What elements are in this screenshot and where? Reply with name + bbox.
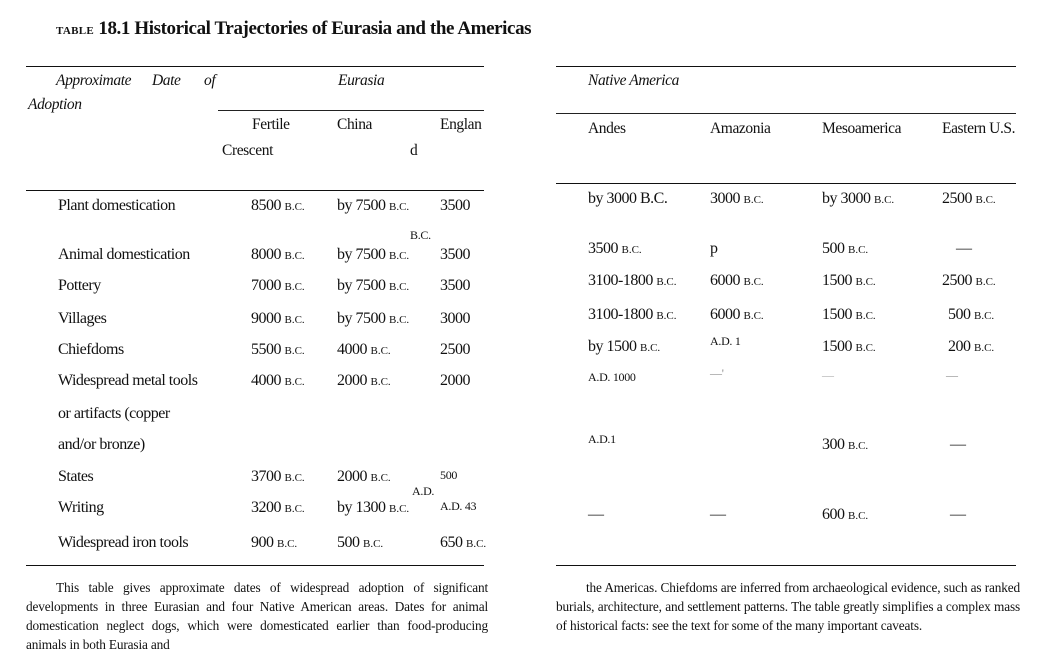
- row-label-animal: Animal domestication: [58, 246, 190, 263]
- animal-fertile-crescent: 8000 B.C.: [251, 246, 305, 263]
- states-england: 500: [440, 468, 458, 482]
- writing-amazonia: —: [710, 506, 726, 523]
- states-mesoamerica: 300 B.C.: [822, 436, 869, 453]
- plant-mesoamerica: by 3000 B.C.: [822, 190, 895, 207]
- right-bottom-rule: [556, 565, 1016, 566]
- villages-mesoamerica: 1500 B.C.: [822, 306, 876, 323]
- chiefdoms-china: 4000 B.C.: [337, 341, 391, 358]
- approx-header-line2: Adoption: [28, 96, 82, 113]
- animal-england: 3500: [440, 246, 470, 263]
- fertile-header-2: Crescent: [222, 142, 274, 159]
- native-span-rule: [556, 113, 1016, 114]
- pottery-fertile-crescent: 7000 B.C.: [251, 277, 305, 294]
- row-label-iron: Widespread iron tools: [58, 534, 189, 551]
- villages-england: 3000: [440, 310, 470, 327]
- row-label-states: States: [58, 468, 94, 485]
- chiefdoms-mesoamerica: 1500 B.C.: [822, 338, 876, 355]
- left-header-rule: [26, 190, 484, 191]
- right-top-rule: [556, 66, 1016, 67]
- chiefdoms-england: 2500: [440, 341, 470, 358]
- iron-england: 650 B.C.: [440, 534, 487, 551]
- iron-china: 500 B.C.: [337, 534, 384, 551]
- england-header-2: d: [410, 142, 418, 159]
- metal-eastern-us: —: [946, 368, 958, 382]
- animal-amazonia: p: [710, 240, 718, 257]
- eastern-us-header: Eastern U.S.: [942, 120, 1016, 137]
- amazonia-header: Amazonia: [710, 120, 771, 137]
- states-china: 2000 B.C.: [337, 468, 391, 485]
- pottery-andes: 3100-1800 B.C.: [588, 272, 677, 289]
- plant-england: 3500: [440, 197, 470, 214]
- metal-mesoamerica: —: [822, 368, 834, 382]
- row-label-metal-3: and/or bronze): [58, 436, 145, 453]
- metal-andes: A.D. 1000: [588, 370, 636, 384]
- states-andes: A.D.1: [588, 432, 616, 446]
- villages-fertile-crescent: 9000 B.C.: [251, 310, 305, 327]
- villages-amazonia: 6000 B.C.: [710, 306, 764, 323]
- fertile-header-1: Fertile: [252, 116, 290, 133]
- metal-england: 2000: [440, 372, 470, 389]
- pottery-amazonia: 6000 B.C.: [710, 272, 764, 289]
- row-label-metal-1: Widespread metal tools: [58, 372, 198, 389]
- row-label-metal-2: or artifacts (copper: [58, 405, 170, 422]
- plant-china: by 7500 B.C.: [337, 197, 410, 214]
- left-top-rule: [26, 66, 484, 67]
- states-fertile-crescent: 3700 B.C.: [251, 468, 305, 485]
- eurasia-span-rule: [218, 110, 484, 111]
- china-header: China: [337, 116, 373, 133]
- animal-england-era: B.C.: [410, 228, 431, 242]
- animal-china: by 7500 B.C.: [337, 246, 410, 263]
- writing-england: A.D. 43: [440, 499, 477, 513]
- row-label-plant: Plant domestication: [58, 197, 176, 214]
- states-england-era: A.D.: [412, 484, 435, 498]
- mesoamerica-header: Mesoamerica: [822, 120, 902, 137]
- row-label-pottery: Pottery: [58, 277, 101, 294]
- row-label-chiefdoms: Chiefdoms: [58, 341, 124, 358]
- andes-header: Andes: [588, 120, 626, 137]
- states-eastern-us: —: [950, 436, 966, 453]
- chiefdoms-fertile-crescent: 5500 B.C.: [251, 341, 305, 358]
- approx-header-a: Approximate: [56, 72, 132, 89]
- right-header-rule: [556, 183, 1016, 184]
- plant-amazonia: 3000 B.C.: [710, 190, 764, 207]
- iron-fertile-crescent: 900 B.C.: [251, 534, 298, 551]
- table-label: TABLE: [56, 25, 94, 37]
- writing-eastern-us: —: [950, 506, 966, 523]
- left-bottom-rule: [26, 565, 484, 566]
- plant-eastern-us: 2500 B.C.: [942, 190, 996, 207]
- england-header-1: Englan: [440, 116, 482, 133]
- metal-amazonia: —': [710, 366, 724, 380]
- pottery-england: 3500: [440, 277, 470, 294]
- chiefdoms-amazonia: A.D. 1: [710, 334, 741, 348]
- plant-andes: by 3000 B.C.: [588, 190, 668, 207]
- metal-china: 2000 B.C.: [337, 372, 391, 389]
- animal-andes: 3500 B.C.: [588, 240, 642, 257]
- row-label-villages: Villages: [58, 310, 107, 327]
- chiefdoms-eastern-us: 200 B.C.: [948, 338, 995, 355]
- native-america-header: Native America: [588, 72, 679, 89]
- writing-mesoamerica: 600 B.C.: [822, 506, 869, 523]
- eurasia-header: Eurasia: [338, 72, 385, 89]
- row-label-writing: Writing: [58, 499, 104, 516]
- villages-andes: 3100-1800 B.C.: [588, 306, 677, 323]
- pottery-china: by 7500 B.C.: [337, 277, 410, 294]
- approx-header-b: Date: [152, 72, 181, 89]
- villages-eastern-us: 500 B.C.: [948, 306, 995, 323]
- writing-andes: —: [588, 506, 604, 523]
- table-note-left: This table gives approximate dates of widespread adoption of significant developments in three Eurasian and four Native American areas. Dates for animal domestication neglect dogs, which were domesticated earlier than food-producing animals in both Eurasia and: [26, 580, 488, 652]
- plant-fertile-crescent: 8500 B.C.: [251, 197, 305, 214]
- approx-header-c: of: [204, 72, 216, 89]
- pottery-eastern-us: 2500 B.C.: [942, 272, 996, 289]
- animal-eastern-us: —: [956, 240, 972, 257]
- chiefdoms-andes: by 1500 B.C.: [588, 338, 661, 355]
- table-note-right: the Americas. Chiefdoms are inferred from archaeological evidence, such as ranked burials, architecture, and settlement patterns. The table greatly simplifies a complex mass of historical facts: see the text for some of the many important caveats.: [556, 580, 1020, 633]
- metal-fertile-crescent: 4000 B.C.: [251, 372, 305, 389]
- table-title: [56, 18, 531, 40]
- pottery-mesoamerica: 1500 B.C.: [822, 272, 876, 289]
- animal-mesoamerica: 500 B.C.: [822, 240, 869, 257]
- writing-china: by 1300 B.C.: [337, 499, 410, 516]
- villages-china: by 7500 B.C.: [337, 310, 410, 327]
- table-title-text: 18.1 Historical Trajectories of Eurasia and the Americas: [98, 18, 532, 39]
- writing-fertile-crescent: 3200 B.C.: [251, 499, 305, 516]
